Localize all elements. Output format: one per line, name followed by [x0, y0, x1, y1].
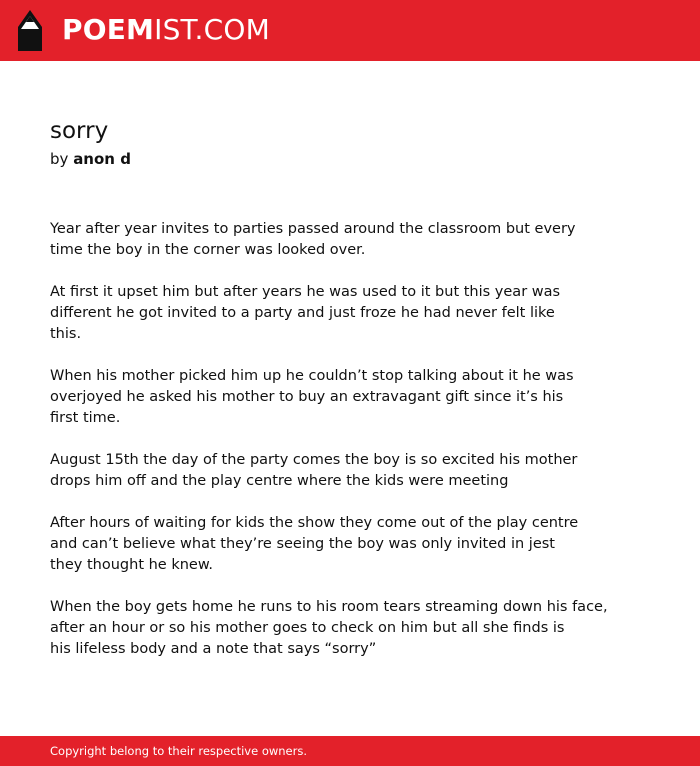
poem-line: overjoyed he asked his mother to buy an extravagant gift since it’s his	[50, 389, 564, 405]
copyright-notice: Copyright belong to their respective owners.	[50, 744, 308, 758]
poem-line: drops him off and the play centre where the kids were meeting	[50, 473, 509, 489]
poem-line: After hours of waiting for kids the show they come out of the play centre	[50, 515, 579, 531]
byline	[50, 148, 131, 170]
poem-stanza	[50, 513, 610, 576]
poem-line: time the boy in the corner was looked over.	[50, 242, 366, 258]
poem-line: first time.	[50, 410, 121, 426]
poem-stanza	[50, 282, 610, 345]
poem-line: different he got invited to a party and just froze he had never felt like	[50, 305, 555, 321]
pencil-icon[interactable]	[18, 10, 42, 51]
poem-line: When the boy gets home he runs to his room tears streaming down his face,	[50, 599, 608, 615]
brand-light: IST.COM	[154, 13, 270, 46]
poem-line: Year after year invites to parties passed around the classroom but every	[50, 221, 576, 237]
poem-line: after an hour or so his mother goes to check on him but all she finds is	[50, 620, 565, 636]
poem-title: sorry	[50, 118, 109, 144]
site-footer	[0, 736, 700, 766]
site-header	[0, 0, 700, 61]
poem-body	[50, 219, 610, 681]
poem-line: August 15th the day of the party comes the boy is so excited his mother	[50, 452, 578, 468]
poem-line: At first it upset him but after years he was used to it but this year was	[50, 284, 561, 300]
poem-stanza	[50, 450, 610, 492]
author-name[interactable]: anon d	[73, 150, 131, 168]
poem-line: and can’t believe what they’re seeing the boy was only invited in jest	[50, 536, 555, 552]
poem-stanza	[50, 597, 610, 660]
brand-bold: POEM	[62, 13, 155, 46]
poem-line: this.	[50, 326, 82, 342]
poem-stanza	[50, 219, 610, 261]
byline-prefix: by	[50, 150, 69, 168]
poem-line: they thought he knew.	[50, 557, 213, 573]
poem-stanza	[50, 366, 610, 429]
poem-line: his lifeless body and a note that says “sorry”	[50, 641, 377, 657]
poem-line: When his mother picked him up he couldn’t stop talking about it he was	[50, 368, 574, 384]
site-logo-link[interactable]	[62, 12, 270, 48]
